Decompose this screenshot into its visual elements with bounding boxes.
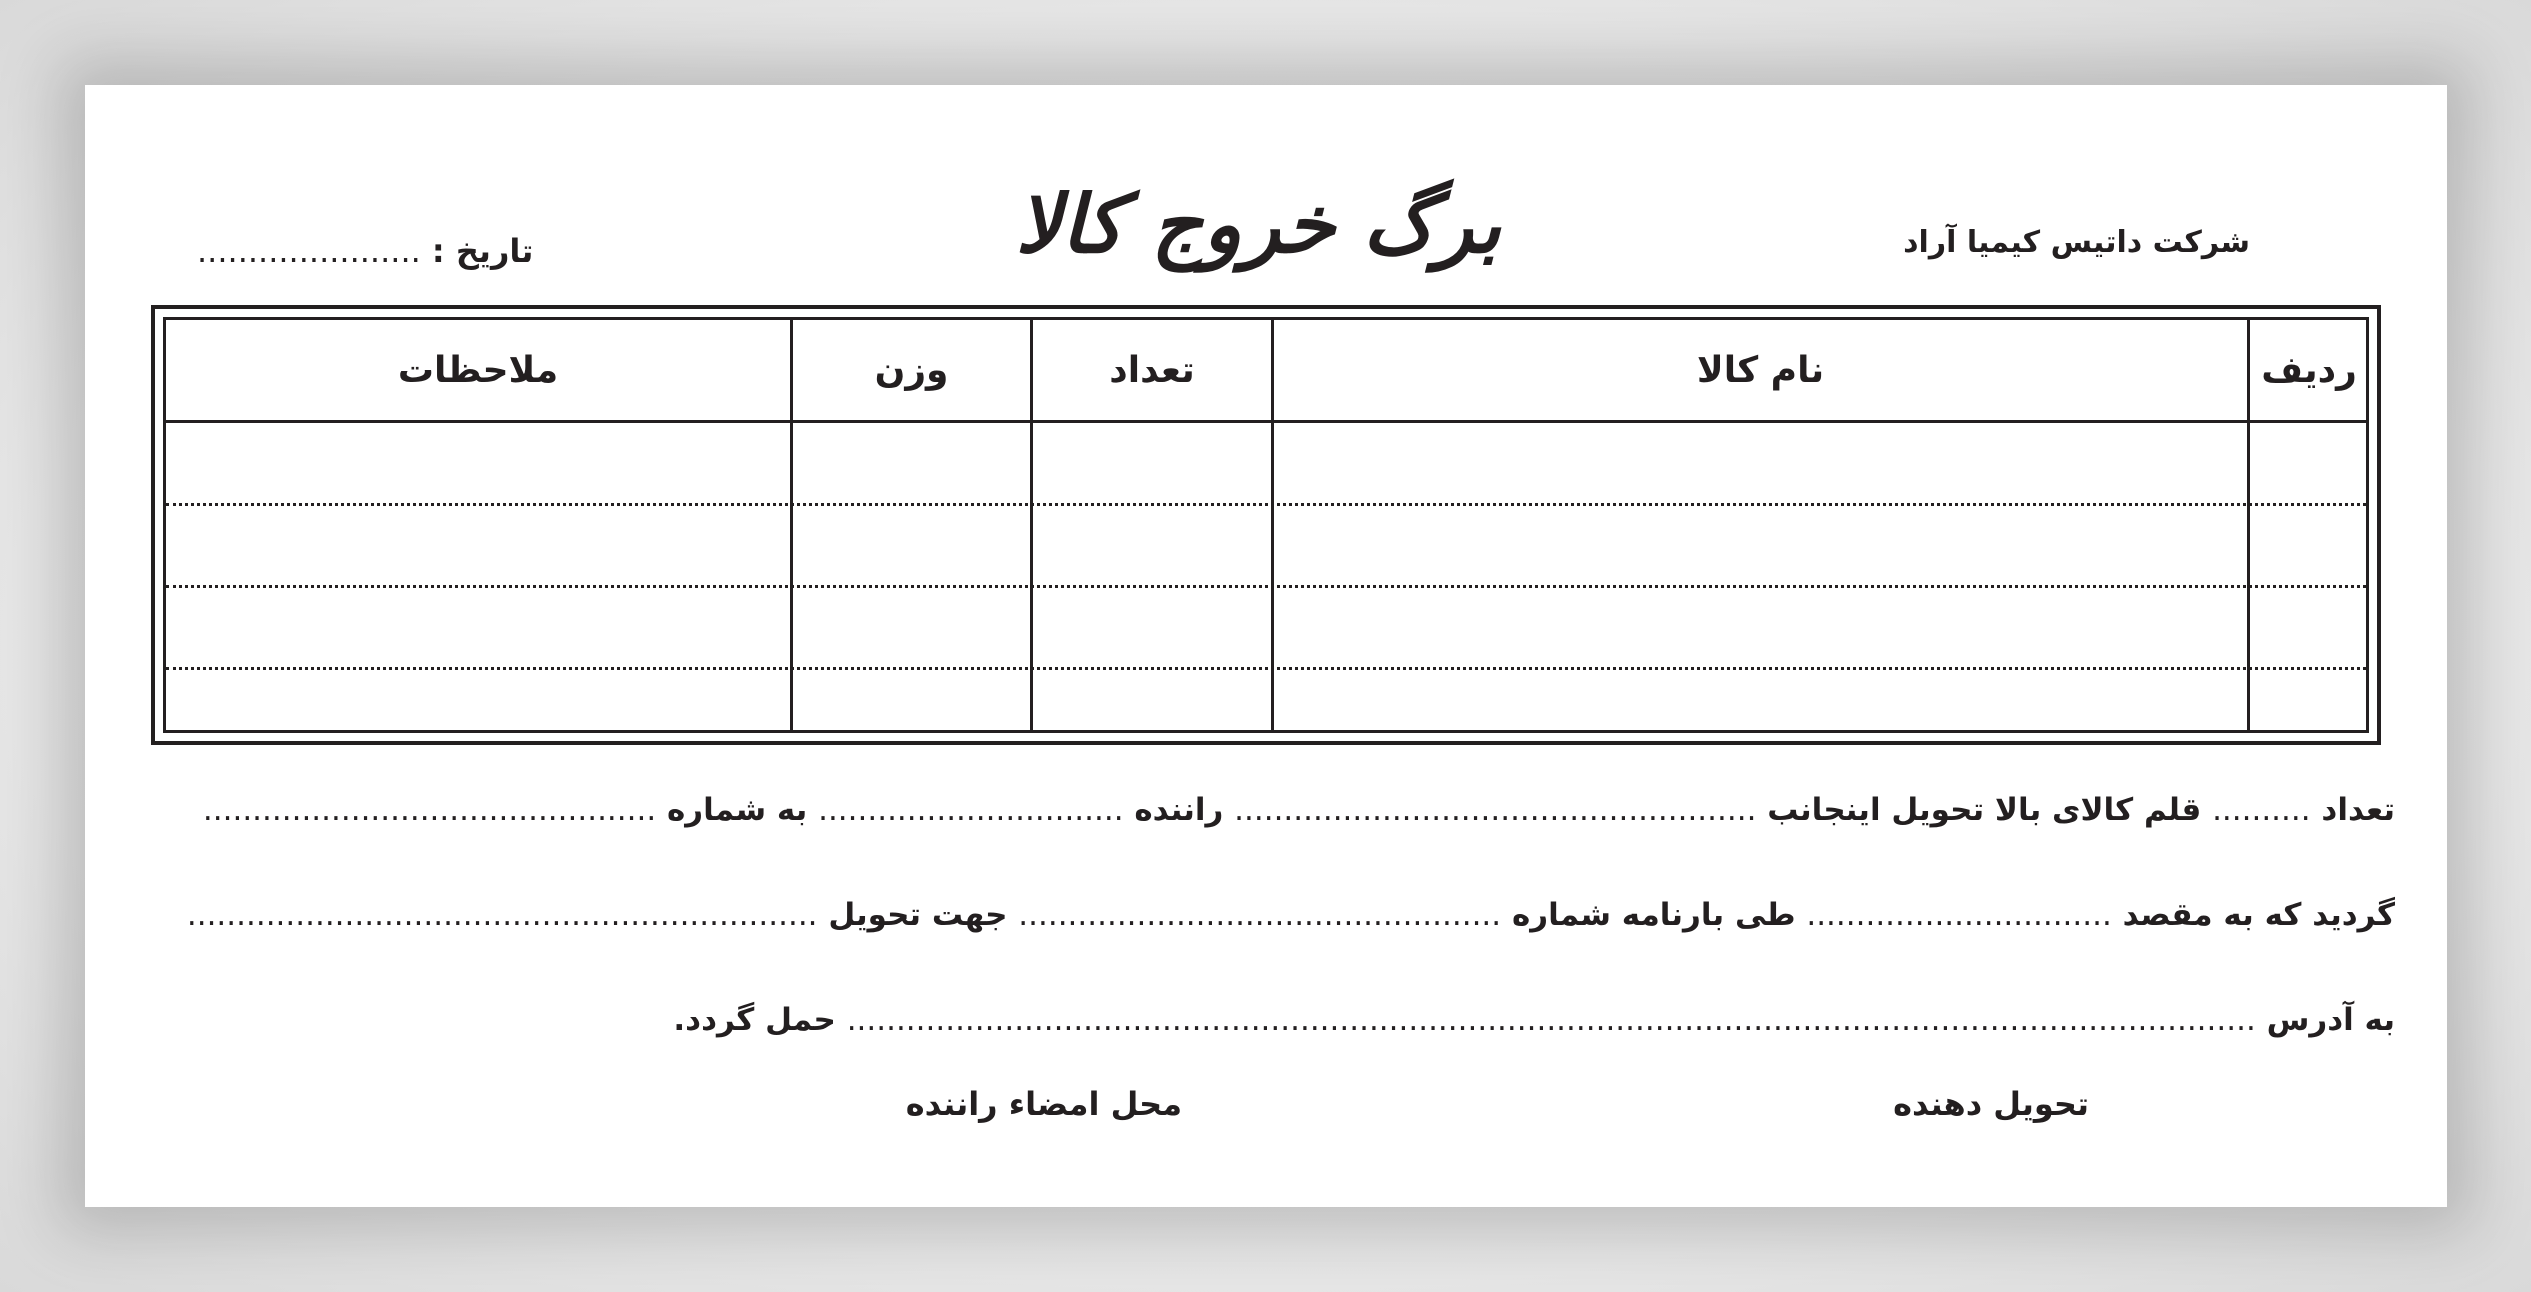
line1-text-3: راننده <box>1134 792 1224 828</box>
form-title <box>1015 149 1501 309</box>
date-label: تاریخ : <box>431 232 534 270</box>
line2-text-1: گردید که به مقصد <box>2122 897 2395 933</box>
body-line-1 <box>145 780 2395 840</box>
driver-signature-label: محل امضاء راننده <box>905 1085 1182 1123</box>
line2-dots-2[interactable]: ................................................. <box>1018 897 1502 933</box>
line1-text-2: قلم کالای بالا تحویل اینجانب <box>1767 792 2202 828</box>
body-line-3 <box>545 990 2395 1050</box>
line2-text-2: طی بارنامه شماره <box>1511 897 1796 933</box>
line3-dots-1[interactable]: ............................................................................................................................................... <box>846 1002 2256 1038</box>
date-dots: ...................... <box>197 232 421 270</box>
header-row-divider <box>166 420 2366 423</box>
line3-text-1: به آدرس <box>2266 1002 2395 1038</box>
col-header-row-number: ردیف <box>2261 349 2357 391</box>
items-table <box>151 305 2381 745</box>
line1-text-4: به شماره <box>667 792 808 828</box>
line1-dots-2[interactable]: ..................................................... <box>1234 792 1757 828</box>
col-header-notes: ملاحظات <box>397 349 559 391</box>
line1-text-1: تعداد <box>2321 792 2395 828</box>
company-name: شرکت داتیس کیمیا آراد <box>1903 225 2250 260</box>
col-header-weight: وزن <box>874 349 949 391</box>
form-title-text: برگ خروج کالا <box>1015 177 1501 271</box>
row-divider <box>166 667 2366 670</box>
col-header-quantity: تعداد <box>1109 349 1195 391</box>
col-header-item-name: نام کالا <box>1696 349 1825 391</box>
row-divider <box>166 585 2366 588</box>
line1-dots-3[interactable]: ............................... <box>818 792 1124 828</box>
row-divider <box>166 503 2366 506</box>
line2-dots-3[interactable]: ................................................................ <box>186 897 818 933</box>
date-field[interactable] <box>197 232 533 270</box>
items-table-inner <box>163 317 2369 733</box>
line1-dots-1[interactable]: .......... <box>2212 792 2311 828</box>
deliverer-signature-label: تحویل دهنده <box>1893 1085 2089 1123</box>
form-paper <box>85 85 2447 1207</box>
line3-text-2: حمل گردد. <box>673 1002 836 1038</box>
line2-text-3: جهت تحویل <box>828 897 1008 933</box>
line2-dots-1[interactable]: ............................... <box>1806 897 2112 933</box>
line1-dots-4[interactable]: .............................................. <box>202 792 657 828</box>
body-line-2 <box>145 885 2395 945</box>
